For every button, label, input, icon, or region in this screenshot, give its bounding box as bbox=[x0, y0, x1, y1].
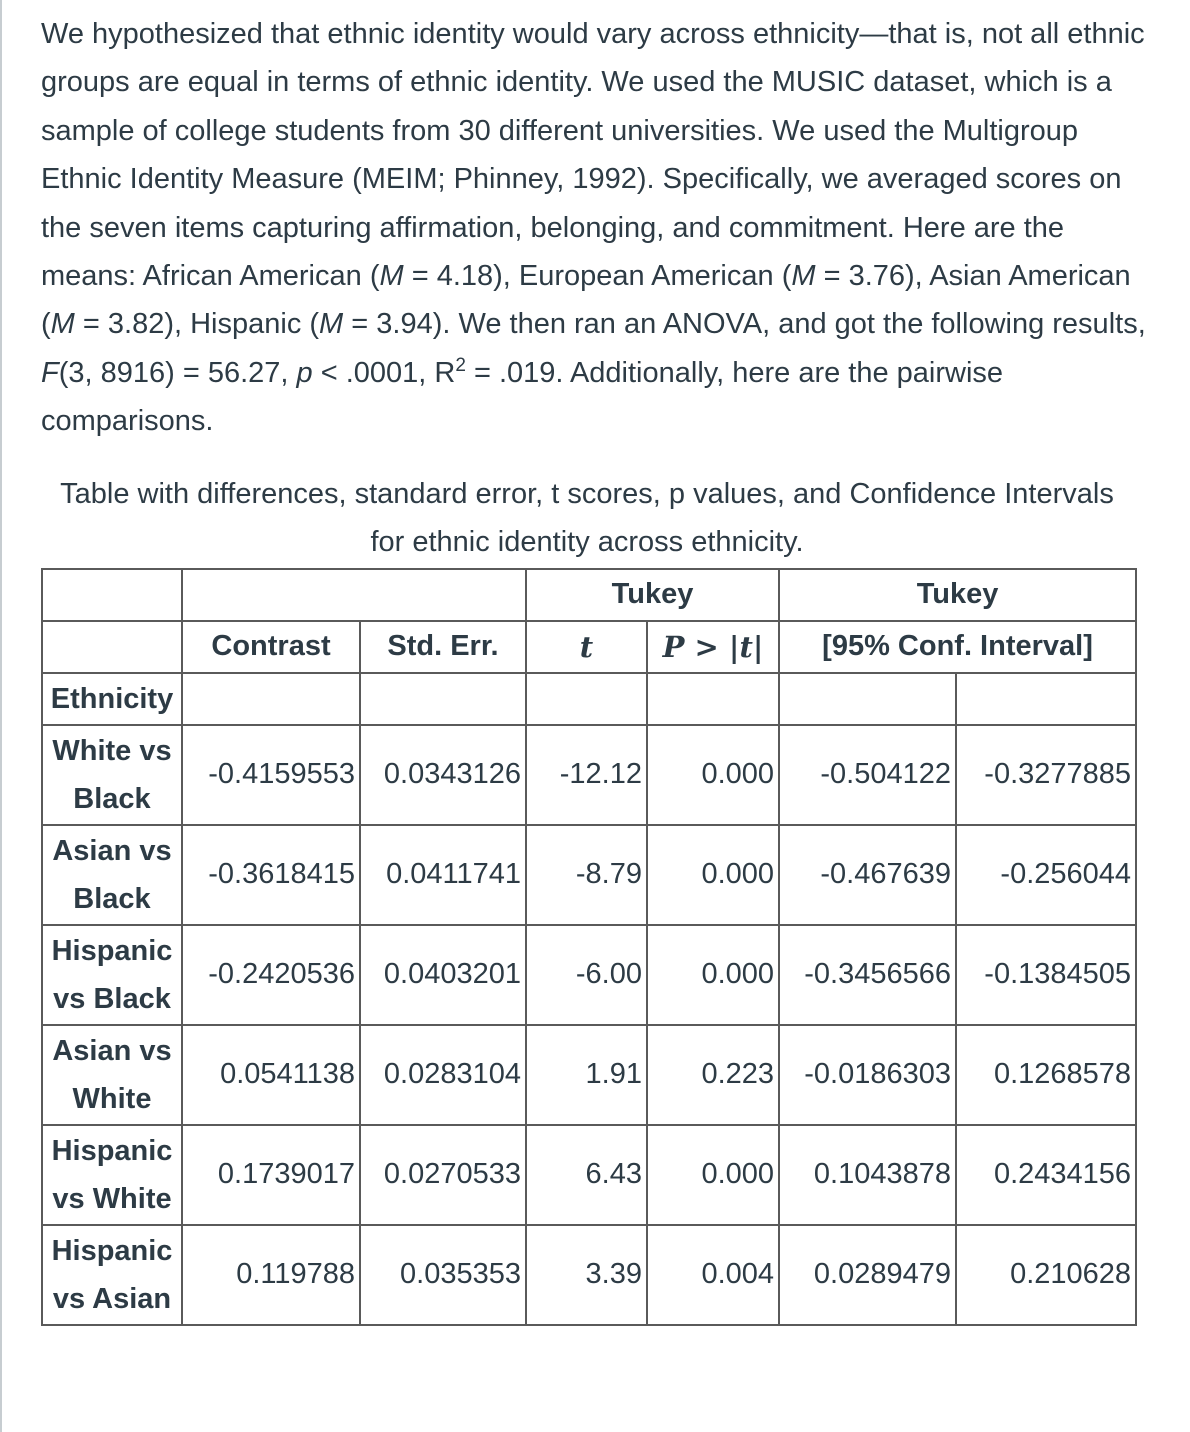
table-row bbox=[42, 1025, 1136, 1125]
row-label: Asian vs White bbox=[42, 1025, 182, 1125]
table-row bbox=[42, 825, 1136, 925]
row-label: Asian vs Black bbox=[42, 825, 182, 925]
p-cell: 0.000 bbox=[647, 925, 779, 1025]
table-row bbox=[42, 925, 1136, 1025]
empty-cell bbox=[526, 673, 647, 725]
stderr-cell: 0.0283104 bbox=[360, 1025, 526, 1125]
stderr-cell: 0.0270533 bbox=[360, 1125, 526, 1225]
p-cell: 0.000 bbox=[647, 1125, 779, 1225]
ethnicity-row bbox=[42, 673, 1136, 725]
intro-paragraph bbox=[41, 10, 1151, 446]
paragraph-text: (3, 8916) = 56.27, bbox=[58, 356, 297, 389]
t-cell: -8.79 bbox=[526, 825, 647, 925]
header-p bbox=[647, 621, 779, 673]
stderr-cell: 0.0343126 bbox=[360, 725, 526, 825]
header-p-prefix: P > | bbox=[662, 629, 740, 664]
paragraph-text: = .019. Additionally, here are the pairwise comparisons. bbox=[41, 356, 1004, 438]
empty-cell bbox=[779, 673, 956, 725]
empty-cell bbox=[360, 673, 526, 725]
ci-high-cell: -0.256044 bbox=[956, 825, 1136, 925]
p-cell: 0.004 bbox=[647, 1225, 779, 1325]
mean-symbol: M bbox=[791, 260, 816, 293]
mean-symbol: M bbox=[319, 308, 344, 341]
t-cell: -12.12 bbox=[526, 725, 647, 825]
table-row bbox=[42, 725, 1136, 825]
row-label: Hispanic vs White bbox=[42, 1125, 182, 1225]
empty-cell bbox=[956, 673, 1136, 725]
table-row bbox=[42, 1125, 1136, 1225]
header-tukey: Tukey bbox=[526, 569, 779, 621]
t-cell: 1.91 bbox=[526, 1025, 647, 1125]
p-symbol: p bbox=[296, 356, 313, 389]
contrast-cell: -0.4159553 bbox=[182, 725, 360, 825]
header-p-var: t bbox=[739, 629, 753, 664]
paragraph-text: We hypothesized that ethnic identity would vary across ethnicity—that is, not all ethnic groups are equal in terms of ethnic identity. We used the MUSIC dataset, which is a sample of college students from 30 different universities. We used the Multigroup Ethnic Identity Measure (MEIM; Phinney, 1992). Specifically, we averaged scores on the seven items capturing affirmation, belonging, and commitment. Here are the means: African American ( bbox=[41, 18, 1145, 293]
ci-high-cell: 0.2434156 bbox=[956, 1125, 1136, 1225]
table-caption: Table with differences, standard error, t scores, p values, and Confidence Intervals for ethnic identity across ethnicity. bbox=[60, 477, 1114, 558]
ci-low-cell: -0.3456566 bbox=[779, 925, 956, 1025]
superscript: 2 bbox=[455, 354, 466, 376]
document-content bbox=[41, 10, 1151, 1326]
contrast-cell: 0.1739017 bbox=[182, 1125, 360, 1225]
ci-low-cell: -0.504122 bbox=[779, 725, 956, 825]
row-label: Hispanic vs Asian bbox=[42, 1225, 182, 1325]
header-empty-cell bbox=[182, 569, 526, 621]
header-row-group bbox=[42, 569, 1136, 621]
header-row-columns bbox=[42, 621, 1136, 673]
contrast-cell: -0.2420536 bbox=[182, 925, 360, 1025]
empty-cell bbox=[647, 673, 779, 725]
header-stderr: Std. Err. bbox=[360, 621, 526, 673]
header-empty-cell bbox=[42, 621, 182, 673]
paragraph-text: = 4.18), European American ( bbox=[403, 260, 792, 293]
t-cell: -6.00 bbox=[526, 925, 647, 1025]
row-label: Hispanic vs Black bbox=[42, 925, 182, 1025]
paragraph-text: = 3.94). We then ran an ANOVA, and got the following results, bbox=[343, 308, 1146, 341]
mean-symbol: M bbox=[50, 308, 75, 341]
stderr-cell: 0.035353 bbox=[360, 1225, 526, 1325]
contrast-cell: 0.119788 bbox=[182, 1225, 360, 1325]
p-cell: 0.223 bbox=[647, 1025, 779, 1125]
header-contrast: Contrast bbox=[182, 621, 360, 673]
contrast-cell: -0.3618415 bbox=[182, 825, 360, 925]
pairwise-comparisons-table bbox=[41, 568, 1137, 1326]
header-t: t bbox=[526, 621, 647, 673]
contrast-cell: 0.0541138 bbox=[182, 1025, 360, 1125]
ci-low-cell: -0.467639 bbox=[779, 825, 956, 925]
t-cell: 3.39 bbox=[526, 1225, 647, 1325]
ci-low-cell: 0.1043878 bbox=[779, 1125, 956, 1225]
paragraph-text: = 3.76), Asian American ( bbox=[41, 260, 1131, 341]
left-border bbox=[0, 0, 2, 1432]
t-cell: 6.43 bbox=[526, 1125, 647, 1225]
stderr-cell: 0.0411741 bbox=[360, 825, 526, 925]
f-symbol: F bbox=[41, 356, 59, 389]
p-cell: 0.000 bbox=[647, 825, 779, 925]
table-row bbox=[42, 1225, 1136, 1325]
header-p-suffix: | bbox=[752, 629, 764, 664]
paragraph-text: = 3.82), Hispanic ( bbox=[74, 308, 320, 341]
ethnicity-label: Ethnicity bbox=[42, 673, 182, 725]
row-label: White vs Black bbox=[42, 725, 182, 825]
header-tukey-ci: Tukey bbox=[779, 569, 1136, 621]
ci-high-cell: -0.1384505 bbox=[956, 925, 1136, 1025]
empty-cell bbox=[182, 673, 360, 725]
paragraph-text: < .0001, R bbox=[312, 356, 456, 389]
ci-low-cell: -0.0186303 bbox=[779, 1025, 956, 1125]
p-cell: 0.000 bbox=[647, 725, 779, 825]
stderr-cell: 0.0403201 bbox=[360, 925, 526, 1025]
ci-high-cell: 0.210628 bbox=[956, 1225, 1136, 1325]
ci-high-cell: -0.3277885 bbox=[956, 725, 1136, 825]
header-ci: [95% Conf. Interval] bbox=[779, 621, 1136, 673]
mean-symbol: M bbox=[379, 260, 404, 293]
ci-low-cell: 0.0289479 bbox=[779, 1225, 956, 1325]
header-empty-cell bbox=[42, 569, 182, 621]
ci-high-cell: 0.1268578 bbox=[956, 1025, 1136, 1125]
